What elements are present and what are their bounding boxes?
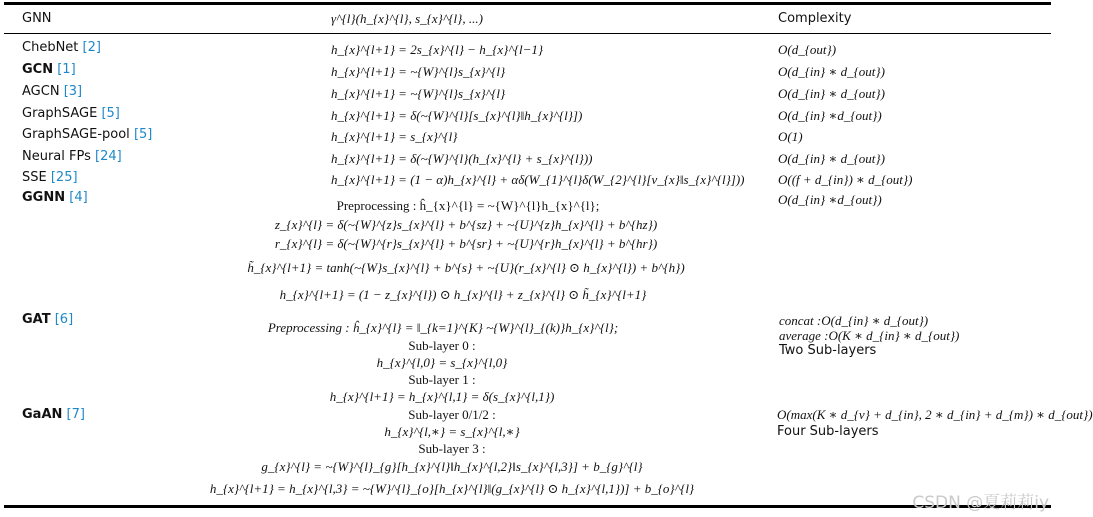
gat-line: Preprocessing : ĥ_{x}^{l} = ‖_{k=1}^{K} ~{W}^{l}_{(k)}h_{x}^{l};	[267, 320, 619, 335]
update-formula: h_{x}^{l+1} = s_{x}^{l}	[331, 129, 458, 144]
complexity-gat: Two Sub-layers	[779, 343, 877, 358]
watermark: CSDN @夏莉莉iy	[912, 493, 1049, 513]
gnn-name: GCN	[22, 62, 54, 77]
complexity: O(d_{in} ∗ d_{out})	[778, 64, 885, 79]
ggnn-line: r_{x}^{l} = δ(~{W}^{r}s_{x}^{l} + b^{sr} + ~{U}^{r}h_{x}^{l} + b^{hr})	[274, 236, 658, 251]
gnn-name: GraphSAGE	[22, 106, 98, 121]
row-name-gaan: GaAN [7]	[22, 407, 85, 422]
complexity: O(d_{in} ∗ d_{out})	[778, 86, 885, 101]
gnn-name: AGCN	[22, 84, 60, 99]
ggnn-line: h̃_{x}^{l+1} = tanh(~{W}s_{x}^{l} + b^{s} + ~{U}(r_{x}^{l} ⊙ h_{x}^{l}) + b^{h})	[247, 260, 685, 275]
gat-line: Sub-layer 1 :	[408, 372, 476, 387]
update-formula: h_{x}^{l+1} = ~{W}^{l}s_{x}^{l}	[331, 86, 506, 101]
gaan-line: h_{x}^{l,∗} = s_{x}^{l,∗}	[384, 424, 520, 439]
update-formula: h_{x}^{l+1} = (1 − α)h_{x}^{l} + αδ(W_{1}^{l}δ(W_{2}^{l}[v_{x}‖s_{x}^{l}]))	[331, 172, 745, 187]
update-formula: h_{x}^{l+1} = ~{W}^{l}s_{x}^{l}	[331, 64, 506, 79]
complexity-ggnn: O(d_{in} ∗d_{out})	[778, 192, 882, 207]
ggnn-line: z_{x}^{l} = δ(~{W}^{z}s_{x}^{l} + b^{sz} + ~{U}^{z}h_{x}^{l} + b^{hz})	[274, 217, 658, 232]
header-gnn: GNN	[22, 11, 52, 26]
citation-link[interactable]: [4]	[69, 190, 88, 205]
bottom-rule	[4, 505, 1051, 508]
gaan-line: Sub-layer 3 :	[418, 441, 486, 456]
row-name	[22, 170, 78, 186]
update-formula: h_{x}^{l+1} = δ(~{W}^{l}(h_{x}^{l} + s_{x}^{l}))	[331, 151, 593, 166]
header-formula: γ^{l}(h_{x}^{l}, s_{x}^{l}, ...)	[331, 11, 483, 26]
citation-link[interactable]: [1]	[57, 62, 76, 77]
gat-line: h_{x}^{l,0} = s_{x}^{l,0}	[376, 355, 508, 370]
citation-link[interactable]: [24]	[95, 149, 122, 164]
row-name	[22, 106, 120, 122]
row-name	[22, 40, 101, 56]
top-rule	[4, 2, 1051, 5]
citation-link[interactable]: [25]	[50, 170, 78, 185]
row-name-ggnn: GGNN [4]	[22, 190, 88, 205]
complexity-gaan: Four Sub-layers	[777, 424, 879, 439]
gaan-line: Sub-layer 0/1/2 :	[408, 407, 496, 422]
citation-link[interactable]: [7]	[66, 407, 85, 422]
complexity: O(d_{in} ∗d_{out})	[778, 108, 882, 123]
complexity-gat: average :O(K ∗ d_{in} ∗ d_{out})	[779, 328, 960, 343]
ggnn-line: Preprocessing : ĥ_{x}^{l} = ~{W}^{l}h_{x}^{l};	[336, 198, 600, 213]
complexity: O(d_{in} ∗ d_{out})	[778, 151, 885, 166]
row-name-gat: GAT [6]	[22, 312, 74, 327]
row-name	[22, 127, 152, 143]
gaan-line: h_{x}^{l+1} = h_{x}^{l,3} = ~{W}^{l}_{o}[h_{x}^{l}‖(g_{x}^{l} ⊙ h_{x}^{l,1})] + b_{o}^{l}	[209, 481, 695, 496]
header-rule	[4, 33, 1051, 34]
ggnn-line: h_{x}^{l+1} = (1 − z_{x}^{l}) ⊙ h_{x}^{l} + z_{x}^{l} ⊙ h̃_{x}^{l+1}	[279, 287, 647, 302]
complexity-gat: concat :O(d_{in} ∗ d_{out})	[779, 313, 929, 328]
gat-line: h_{x}^{l+1} = h_{x}^{l,1} = δ(s_{x}^{l,1})	[329, 389, 555, 404]
row-name	[22, 84, 82, 100]
citation-link[interactable]: [5]	[101, 106, 120, 121]
complexity: O(d_{out})	[778, 42, 837, 57]
update-formula: h_{x}^{l+1} = 2s_{x}^{l} − h_{x}^{l−1}	[331, 42, 544, 57]
row-name	[22, 149, 122, 165]
complexity: O((f + d_{in}) ∗ d_{out})	[778, 172, 913, 187]
gat-line: Sub-layer 0 :	[408, 338, 476, 353]
complexity: O(1)	[778, 129, 803, 144]
citation-link[interactable]: [2]	[82, 40, 101, 55]
gnn-name: SSE	[22, 170, 47, 185]
header-complexity: Complexity	[778, 11, 852, 26]
update-formula: h_{x}^{l+1} = δ(~{W}^{l}[s_{x}^{l}‖h_{x}^{l}])	[331, 108, 583, 123]
gaan-line: g_{x}^{l} = ~{W}^{l}_{g}[h_{x}^{l}‖h_{x}^{l,2}‖s_{x}^{l,3}] + b_{g}^{l}	[261, 459, 643, 474]
row-name	[22, 62, 76, 78]
complexity-gaan: O(max(K ∗ d_{v} + d_{in}, 2 ∗ d_{in} + d_{m}) ∗ d_{out})	[777, 407, 1093, 422]
gnn-name: GraphSAGE-pool	[22, 127, 130, 142]
citation-link[interactable]: [3]	[63, 84, 83, 99]
gnn-name: Neural FPs	[22, 149, 91, 164]
citation-link[interactable]: [5]	[133, 127, 153, 142]
gnn-name: ChebNet	[22, 40, 79, 55]
citation-link[interactable]: [6]	[54, 312, 74, 327]
